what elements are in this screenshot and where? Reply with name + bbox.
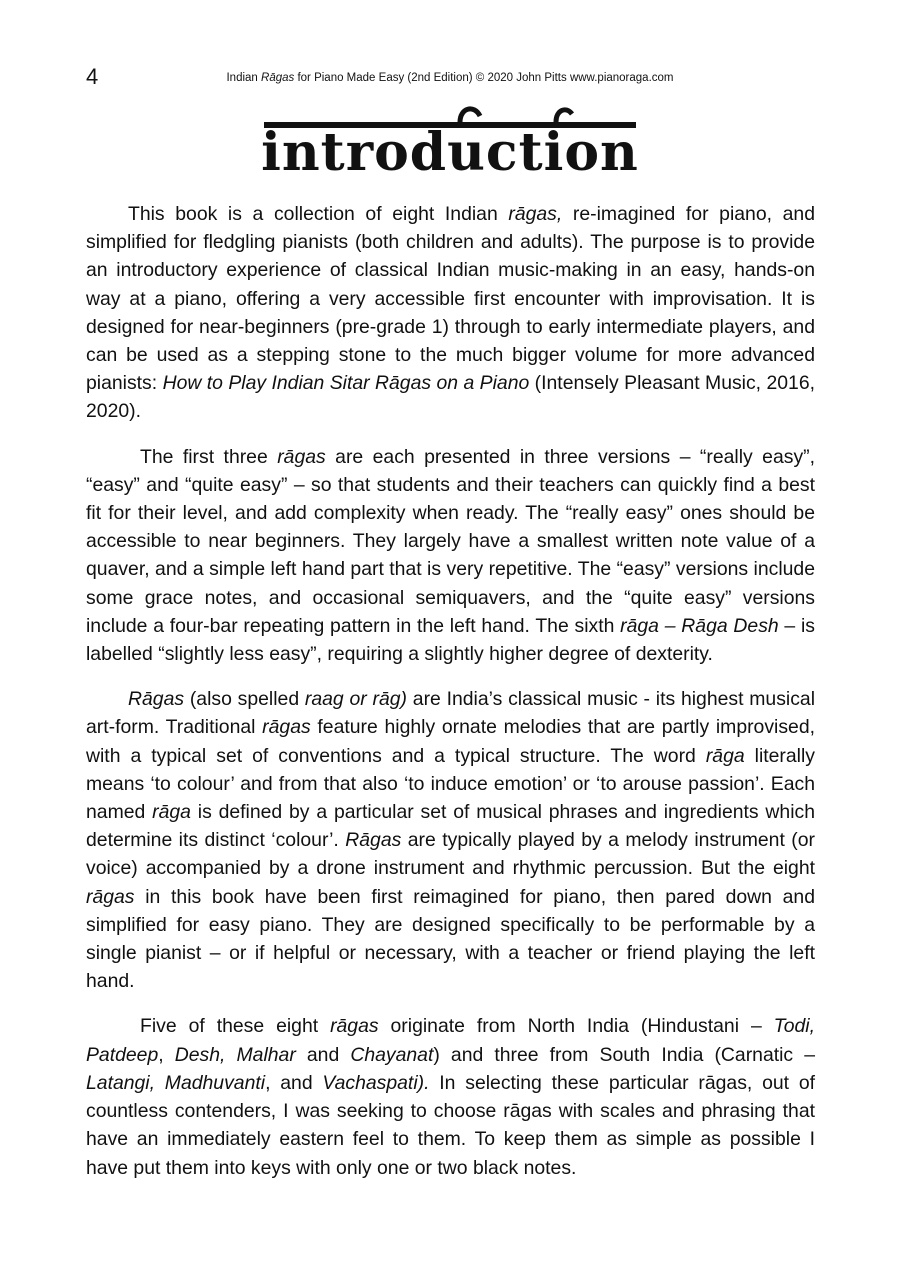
- text-run: originate from North India (Hindustani –: [378, 1015, 774, 1038]
- italic-text: Vachaspati).: [322, 1071, 430, 1094]
- italic-text: Latangi, Madhuvanti: [86, 1071, 266, 1094]
- text-run: (Intensely Pleasant Music, 2016, 2020).: [86, 372, 815, 423]
- text-run: are each presented in three versions – “really easy”, “easy” and “quite easy” – so that students and their teachers can quickly find a best fit for their level, and add complexity when ready. The “really easy” ones should be accessible to near beginners. They largely have a smallest written note value of a quaver, and a simple left hand part that is very repetitive. The “easy” versions include some grace notes, and occasional semiquavers, and the “quite easy” versions include a four-bar repeating pattern in the left hand. The sixth: [86, 445, 815, 637]
- text-run: is defined by a particular set of musical phrases and ingredients which determine its distinct ‘colour’.: [86, 801, 815, 852]
- running-header-prefix: Indian: [226, 72, 262, 84]
- text-run: , and: [265, 1071, 323, 1094]
- text-run: literally means ‘to colour’ and from that also ‘to induce emotion’ or ‘to arouse passion’. Each named: [86, 744, 815, 824]
- text-run: feature highly ornate melodies that are partly improvised, with a typical set of conventions and a typical structure. The word: [86, 716, 816, 767]
- text-run: ,: [158, 1043, 175, 1066]
- page-title: [0, 102, 900, 182]
- italic-text: How to Play Indian Sitar Rāgas on a Piano: [162, 372, 530, 395]
- text-run: (also spelled: [184, 688, 305, 711]
- italic-text: Rāgas: [128, 688, 185, 711]
- italic-text: rāgas: [86, 885, 135, 908]
- italic-text: rāgas: [277, 445, 326, 468]
- italic-text: rāgas: [330, 1015, 379, 1038]
- page-title-svg: [260, 102, 640, 180]
- text-run: and: [295, 1043, 351, 1066]
- text-run: ) and three from South India (Carnatic –: [433, 1043, 816, 1066]
- paragraph: [86, 200, 815, 426]
- paragraph: [86, 443, 815, 669]
- italic-text: Todi, Patdeep: [86, 1015, 815, 1066]
- title-hook: [460, 109, 480, 122]
- text-run: – is labelled “slightly less easy”, requiring a slightly higher degree of dexterity.: [86, 614, 815, 666]
- italic-text: rāga: [152, 801, 191, 824]
- text-run: In selecting these particular rāgas, out of countless contenders, I was seeking to choose rāgas with scales and phrasing that have an immediately eastern feel to them. To keep them as simple as possible I have put them into keys with only one or two black notes.: [86, 1071, 816, 1179]
- running-header-raga: Rāgas: [261, 72, 295, 84]
- text-run: are India’s classical music - its highest musical art-form. Traditional: [86, 688, 815, 739]
- text-run: re-imagined for piano, and simplified for fledgling pianists (both children and adults). The purpose is to provide an introductory experience of classical Indian music-making in an easy, hands-on way at a piano, offering a very accessible first encounter with improvisation. It is designed for near-beginners (pre-grade 1) through to early intermediate players, and can be used as a stepping stone to the much bigger volume for more advanced pianists:: [86, 203, 815, 395]
- body-text: [86, 200, 815, 1182]
- text-run: Five of these eight: [140, 1015, 331, 1038]
- text-run: This book is a collection of eight Indian: [128, 203, 509, 225]
- italic-text: rāgas: [262, 716, 311, 739]
- paragraph: [86, 1012, 815, 1181]
- running-header: [0, 70, 900, 86]
- title-hook: [556, 110, 572, 122]
- page-number: 4: [86, 64, 99, 89]
- italic-text: rāga – Rāga Desh: [620, 614, 779, 637]
- text-run: The first three: [140, 445, 278, 468]
- title-text: introduction: [261, 122, 639, 180]
- running-header-suffix: for Piano Made Easy (2nd Edition) © 2020 John Pitts www.pianoraga.com: [294, 72, 674, 84]
- paragraph: [86, 685, 815, 995]
- italic-text: Rāgas: [345, 829, 402, 852]
- italic-text: rāgas,: [508, 203, 563, 225]
- italic-text: raag or rāg): [304, 688, 407, 711]
- italic-text: Chayanat: [350, 1043, 434, 1066]
- italic-text: rāga: [705, 744, 745, 767]
- text-run: are typically played by a melody instrument (or voice) accompanied by a drone instrument and rhythmic percussion. But the eight: [86, 829, 815, 880]
- italic-text: Desh, Malhar: [174, 1043, 296, 1066]
- text-run: in this book have been first reimagined for piano, then pared down and simplified for easy piano. They are designed specifically to be performable by a single pianist – or if helpful or necessary, with a teacher or friend playing the left hand.: [86, 885, 815, 993]
